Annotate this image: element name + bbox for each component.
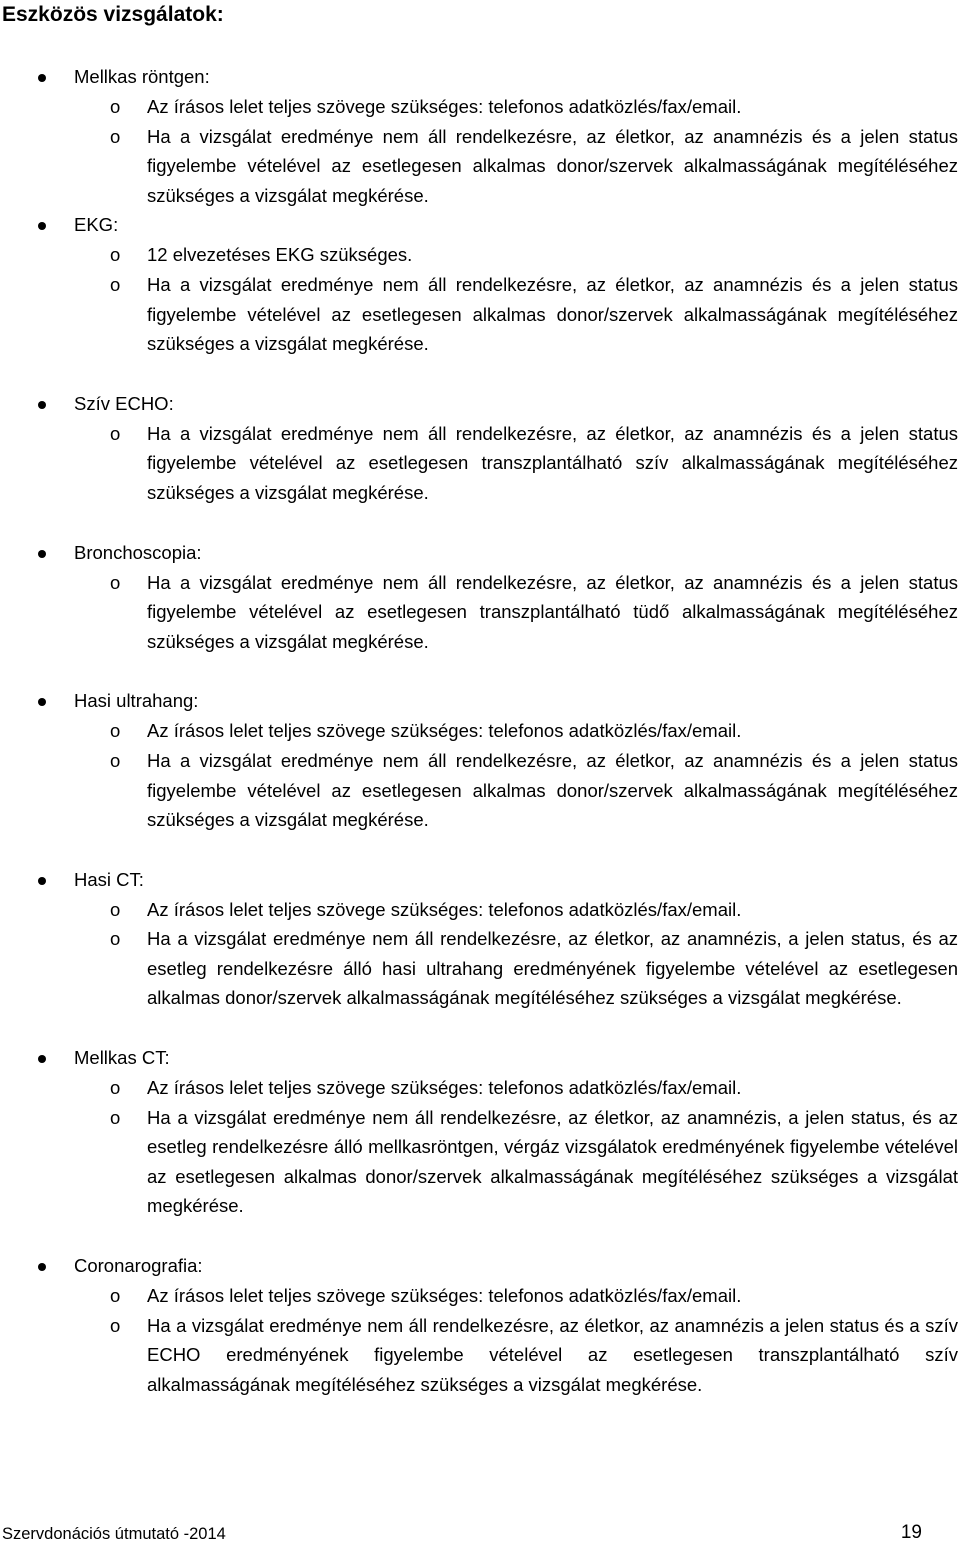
bullet-icon: [38, 1263, 46, 1271]
sub-bullet-icon: o: [110, 749, 121, 771]
list-item: [0, 240, 960, 270]
list-item-text: Az írásos lelet teljes szövege szükséges: telefonos adatközlés/fax/email.: [147, 96, 742, 117]
bullet-icon: [38, 74, 46, 82]
section-heading: [0, 1251, 960, 1281]
list-item: [0, 895, 960, 925]
list-item-text: Ha a vizsgálat eredménye nem áll rendelkezésre, az életkor, az anamnézis a jelen status és a szív ECHO eredményének figyelembe vételével az esetlegesen transzplantálható szív alkalmasságának megítéléséhez szükséges a vizsgálat megkérése.: [147, 1314, 958, 1395]
list-item-text: Ha a vizsgálat eredménye nem áll rendelkezésre, az életkor, az anamnézis, a jelen status, és az esetleg rendelkezésre álló mellkasröntgen, vérgáz vizsgálatok eredményének figyelembe vételével az esetlegesen alkalmas donor/szervek alkalmasságának megítéléséhez szükséges a vizsgálat megkérése.: [147, 1106, 958, 1217]
exam-section: [0, 210, 960, 358]
list-item: [0, 92, 960, 122]
section-heading: [0, 62, 960, 92]
sub-bullet-icon: o: [110, 1106, 121, 1128]
exam-section: [0, 538, 960, 657]
section-heading: [0, 1043, 960, 1073]
page-title: Eszközös vizsgálatok:: [2, 3, 224, 26]
sub-bullet-icon: o: [110, 125, 121, 147]
list-item: [0, 716, 960, 746]
list-item-text: Ha a vizsgálat eredménye nem áll rendelkezésre, az életkor, az anamnézis és a jelen status figyelembe vételével az esetlegesen alkalmas donor/szervek alkalmasságának megítéléséhez szükséges a vizsgálat megkérése.: [147, 273, 958, 355]
sub-bullet-icon: o: [110, 720, 121, 742]
section-heading: [0, 538, 960, 568]
sub-bullet-icon: o: [110, 571, 121, 593]
list-item: [0, 270, 960, 359]
list-item-text: Az írásos lelet teljes szövege szükséges: telefonos adatközlés/fax/email.: [147, 1077, 742, 1099]
list-item: [0, 419, 960, 508]
exam-section: [0, 865, 960, 1013]
exam-section: [0, 1043, 960, 1221]
list-item: [0, 1281, 960, 1311]
bullet-icon: [38, 698, 46, 706]
list-item-text: Ha a vizsgálat eredménye nem áll rendelkezésre, az életkor, az anamnézis és a jelen status figyelembe vételével az esetlegesen alkalmas donor/szervek alkalmasságának megítéléséhez szükséges a vizsgálat megkérése.: [147, 125, 958, 206]
list-item-text: Ha a vizsgálat eredménye nem áll rendelkezésre, az életkor, az anamnézis és a jelen status figyelembe vételével az esetlegesen alkalmas donor/szervek alkalmasságának megítéléséhez szükséges a vizsgálat megkérése.: [147, 749, 958, 831]
sub-bullet-icon: o: [110, 273, 121, 295]
section-heading: [0, 210, 960, 240]
bullet-icon: [38, 401, 46, 409]
section-label: Coronarografia:: [74, 1255, 203, 1277]
list-item-text: 12 elvezetéses EKG szükséges.: [147, 244, 413, 266]
footer-page-number: 19: [900, 1522, 922, 1543]
section-heading: [0, 389, 960, 419]
exam-section: [0, 686, 960, 834]
list-item: [0, 1103, 960, 1221]
sub-bullet-icon: o: [110, 1285, 121, 1307]
bullet-icon: [38, 877, 46, 885]
footer-document-name: Szervdonációs útmutató -2014: [2, 1525, 226, 1543]
list-item-text: Ha a vizsgálat eredménye nem áll rendelkezésre, az életkor, az anamnézis, a jelen status, és az esetleg rendelkezésre álló hasi ultrahang eredményének figyelembe vételével az esetlegesen alkalmas donor/szervek alkalmasságának megítéléséhez szükséges a vizsgálat megkérése.: [147, 928, 958, 1009]
list-item-text: Az írásos lelet teljes szövege szükséges: telefonos adatközlés/fax/email.: [147, 720, 742, 742]
exam-list: [0, 62, 960, 1399]
exam-section: [0, 62, 960, 210]
list-item-text: Ha a vizsgálat eredménye nem áll rendelkezésre, az életkor, az anamnézis és a jelen status figyelembe vételével az esetlegesen transzplantálható szív alkalmasságának megítéléséhez szükséges a vizsgálat megkérése.: [147, 422, 958, 503]
list-item: [0, 924, 960, 1013]
list-item: [0, 746, 960, 835]
section-label: Szív ECHO:: [74, 392, 174, 414]
list-item: [0, 1311, 960, 1400]
list-item-text: Az írásos lelet teljes szövege szükséges: telefonos adatközlés/fax/email.: [147, 898, 742, 920]
section-label: Mellkas CT:: [74, 1047, 170, 1069]
section-label: EKG:: [74, 214, 119, 236]
section-label: Mellkas röntgen:: [74, 66, 210, 87]
bullet-icon: [38, 222, 46, 230]
sub-bullet-icon: o: [110, 96, 121, 117]
list-item-text: Ha a vizsgálat eredménye nem áll rendelkezésre, az életkor, az anamnézis és a jelen status figyelembe vételével az esetlegesen transzplantálható tüdő alkalmasságának megítéléséhez szükséges a vizsgálat megkérése.: [147, 571, 958, 652]
sub-bullet-icon: o: [110, 898, 121, 920]
section-heading: [0, 865, 960, 895]
list-item: [0, 122, 960, 211]
section-heading: [0, 686, 960, 716]
section-label: Hasi CT:: [74, 868, 144, 890]
sub-bullet-icon: o: [110, 244, 121, 266]
section-label: Bronchoscopia:: [74, 541, 202, 563]
exam-section: [0, 389, 960, 508]
list-item: [0, 568, 960, 657]
exam-section: [0, 1251, 960, 1399]
bullet-icon: [38, 1055, 46, 1063]
sub-bullet-icon: o: [110, 422, 121, 444]
bullet-icon: [38, 550, 46, 558]
section-label: Hasi ultrahang:: [74, 690, 199, 712]
sub-bullet-icon: o: [110, 1314, 121, 1336]
list-item: [0, 1073, 960, 1103]
sub-bullet-icon: o: [110, 928, 121, 950]
list-item-text: Az írásos lelet teljes szövege szükséges: telefonos adatközlés/fax/email.: [147, 1285, 742, 1307]
sub-bullet-icon: o: [110, 1077, 121, 1099]
